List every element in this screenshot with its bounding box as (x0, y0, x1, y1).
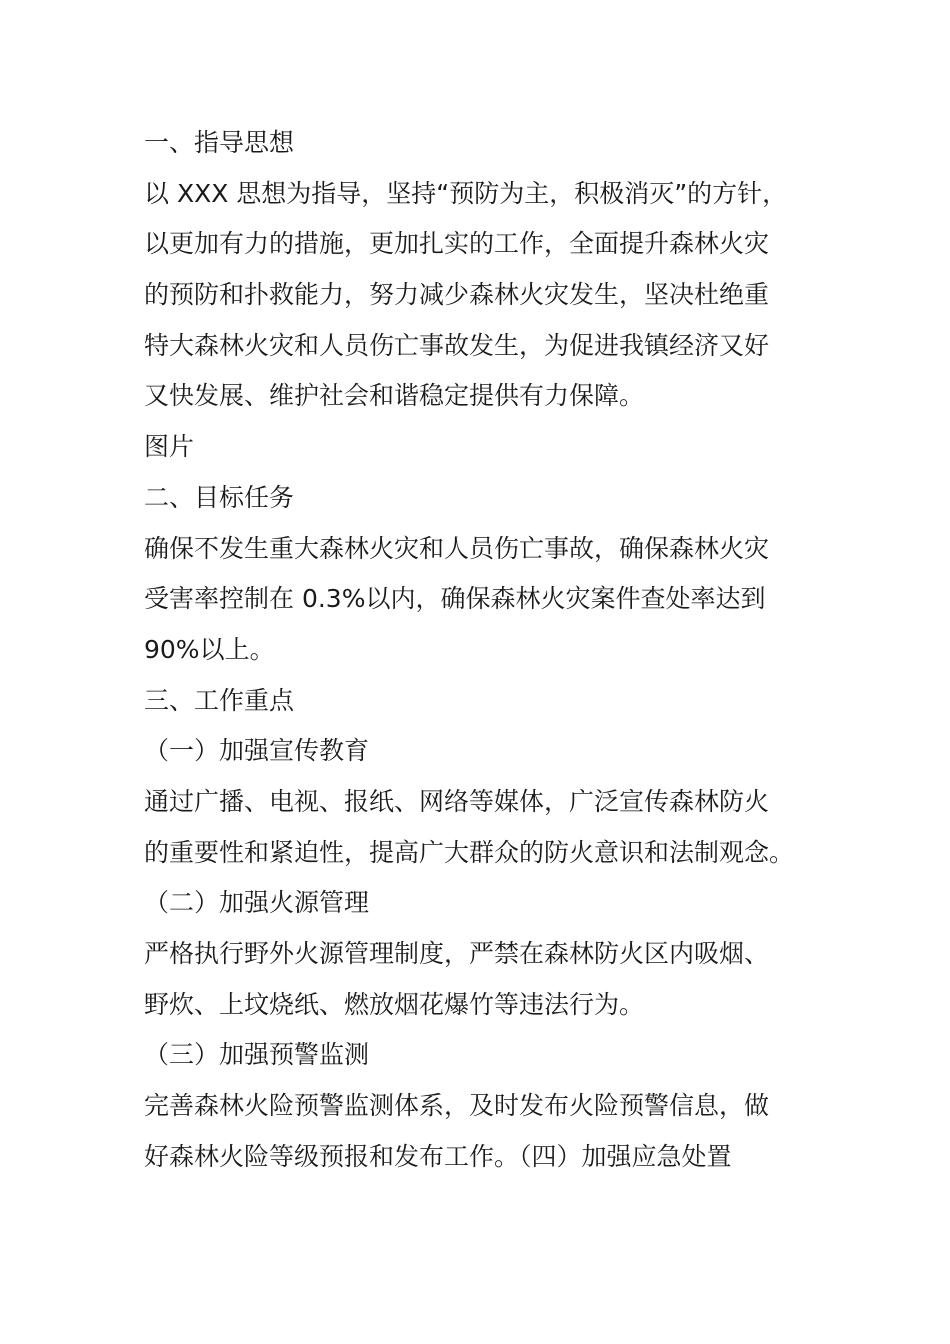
paragraph-line: 野炊、上坟烧纸、燃放烟花爆竹等违法行为。 (144, 989, 645, 1019)
paragraph-line: 完善森林火险预警监测体系，及时发布火险预警信息，做 (144, 1091, 770, 1121)
subheading-fire-source-management: （二）加强火源管理 (144, 888, 370, 918)
paragraph-line: 好森林火险等级预报和发布工作。（四）加强应急处置 (144, 1141, 732, 1171)
paragraph-line: 又快发展、维护社会和谐稳定提供有力保障。 (144, 381, 645, 411)
paragraph-line: 90%以上。 (144, 634, 275, 664)
subheading-early-warning-monitoring: （三）加强预警监测 (144, 1040, 370, 1070)
paragraph-line: 的预防和扑救能力，努力减少森林火灾发生，坚决杜绝重 (144, 280, 770, 310)
paragraph-line: 通过广播、电视、报纸、网络等媒体，广泛宣传森林防火 (144, 786, 770, 816)
image-placeholder-label: 图片 (144, 432, 195, 462)
paragraph-line: 的重要性和紧迫性，提高广大群众的防火意识和法制观念。 (144, 837, 795, 867)
paragraph-line: 以更加有力的措施，更加扎实的工作，全面提升森林火灾 (144, 229, 770, 259)
subheading-publicity-education: （一）加强宣传教育 (144, 736, 370, 766)
paragraph-line: 特大森林火灾和人员伤亡事故发生，为促进我镇经济又好 (144, 330, 770, 360)
section-heading-work-priorities: 三、工作重点 (144, 685, 295, 715)
paragraph-line: 严格执行野外火源管理制度，严禁在森林防火区内吸烟、 (144, 939, 770, 968)
document-body (144, 118, 824, 1182)
paragraph-line: 确保不发生重大森林火灾和人员伤亡事故，确保森林火灾 (144, 533, 770, 563)
section-heading-guiding-ideology: 一、指导思想 (144, 128, 295, 157)
paragraph-line: 以 XXX 思想为指导，坚持“预防为主，积极消灭”的方针， (144, 178, 788, 208)
section-heading-objectives: 二、目标任务 (144, 482, 295, 512)
paragraph-line: 受害率控制在 0.3%以内，确保森林火灾案件查处率达到 (144, 584, 766, 614)
